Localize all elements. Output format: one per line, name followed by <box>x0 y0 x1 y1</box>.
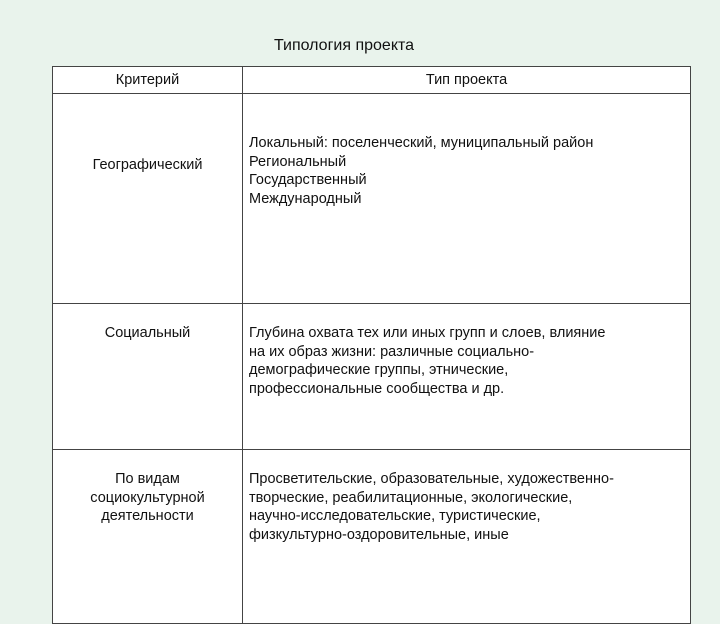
criterion-cell <box>53 450 243 624</box>
project-type-cell <box>243 304 691 450</box>
header-criterion: Критерий <box>53 67 243 94</box>
typology-table <box>52 66 691 624</box>
criterion-text: Социальный <box>104 325 191 341</box>
slide-title: Типология проекта <box>273 37 415 54</box>
project-type-line: Региональный <box>249 153 347 170</box>
project-type-cell <box>243 450 691 624</box>
project-type-line: физкультурно-оздоровительные, иные <box>249 526 509 543</box>
project-type-line: Глубина охвата тех или иных групп и слоев, влияние <box>249 325 606 341</box>
table-row <box>53 304 691 450</box>
criterion-cell <box>53 94 243 304</box>
criterion-text: Географический <box>92 157 203 173</box>
table-header-row <box>53 67 691 94</box>
project-type-line: Государственный <box>249 172 367 188</box>
project-type-line: Просветительские, образовательные, художественно- <box>249 471 614 487</box>
project-type-cell <box>243 94 691 304</box>
criterion-text: деятельности <box>101 508 194 524</box>
criterion-text: социокультурной <box>90 489 205 506</box>
table-row <box>53 94 691 304</box>
table-row <box>53 450 691 624</box>
project-type-line: творческие, реабилитационные, экологические, <box>249 489 573 506</box>
criterion-text: По видам <box>115 471 180 487</box>
criterion-cell <box>53 304 243 450</box>
project-type-line: Международный <box>249 190 362 207</box>
project-type-line: Локальный: поселенческий, муниципальный район <box>249 135 594 151</box>
project-type-line: демографические группы, этнические, <box>249 362 509 378</box>
project-type-line: на их образ жизни: различные социально- <box>249 343 535 360</box>
project-type-line: научно-исследовательские, туристические, <box>249 508 541 524</box>
header-project-type: Тип проекта <box>243 67 691 94</box>
project-type-line: профессиональные сообщества и др. <box>249 380 505 397</box>
